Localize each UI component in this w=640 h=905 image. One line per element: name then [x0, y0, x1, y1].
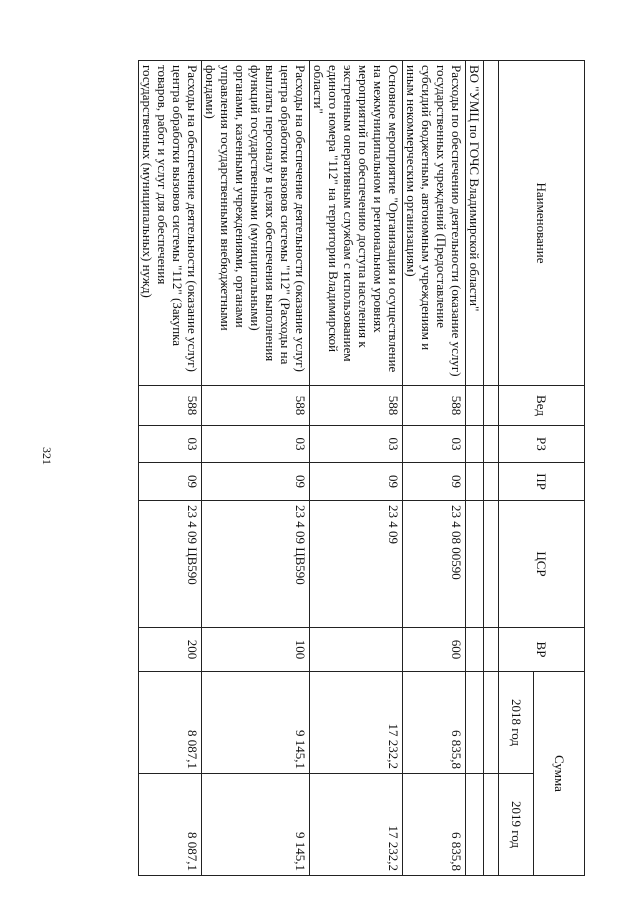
- header-pr: ПР: [499, 463, 585, 501]
- row-pr: [466, 463, 484, 501]
- row-ved: 588: [403, 386, 466, 426]
- row-rz: 03: [310, 426, 403, 463]
- row-vr: [466, 628, 484, 672]
- spacer-cell: [484, 61, 499, 386]
- header-spacer-row: [484, 61, 499, 876]
- row-rz: [466, 426, 484, 463]
- row-vr: 200: [139, 628, 202, 672]
- header-vr: ВР: [499, 628, 585, 672]
- table-row: [310, 61, 403, 876]
- spacer-cell: [484, 672, 499, 774]
- spacer-cell: [484, 628, 499, 672]
- row-name: Расходы на обеспечение деятельности (оказание услуг) центра обработки вызовов системы "112" (Закупка товаров, работ и услуг для обеспечения государственных (муниципальных) нужд): [139, 61, 202, 386]
- table-row: [202, 61, 310, 876]
- row-csr: [466, 501, 484, 628]
- header-rz: РЗ: [499, 426, 585, 463]
- row-ved: 588: [310, 386, 403, 426]
- row-sum-2018: 8 087,1: [139, 672, 202, 774]
- rotated-page: [140, 60, 585, 875]
- row-sum-2018: 6 835,8: [403, 672, 466, 774]
- row-rz: 03: [403, 426, 466, 463]
- row-rz: 03: [139, 426, 202, 463]
- table-row: [466, 61, 484, 876]
- spacer-cell: [484, 386, 499, 426]
- header-csr: ЦСР: [499, 501, 585, 628]
- row-csr: 23 4 09 ЦВ590: [202, 501, 310, 628]
- row-pr: 09: [139, 463, 202, 501]
- row-sum-2018: 17 232,2: [310, 672, 403, 774]
- header-year-2018: 2018 год: [499, 672, 534, 774]
- budget-table: [138, 60, 585, 876]
- row-csr: 23 4 09: [310, 501, 403, 628]
- row-vr: [310, 628, 403, 672]
- row-sum-2019: 8 087,1: [139, 774, 202, 876]
- header-row: [534, 61, 585, 876]
- page-number: 321: [40, 447, 54, 465]
- row-ved: 588: [202, 386, 310, 426]
- row-sum-2019: [466, 774, 484, 876]
- row-pr: 09: [310, 463, 403, 501]
- spacer-cell: [484, 774, 499, 876]
- row-sum-2019: 6 835,8: [403, 774, 466, 876]
- row-name: Основное мероприятие "Организация и осуществление на межмуниципальном и региональном уровнях мероприятий по обеспечению доступа населения к экстренным оперативным службам с использованием единого номера "112" на территории Владимирской области": [310, 61, 403, 386]
- row-vr: 100: [202, 628, 310, 672]
- row-rz: 03: [202, 426, 310, 463]
- row-ved: [466, 386, 484, 426]
- row-vr: 600: [403, 628, 466, 672]
- header-sum: Сумма: [534, 672, 585, 876]
- row-sum-2019: 9 145,1: [202, 774, 310, 876]
- row-name: ВО "УМЦ по ГОЧС Владимирской области": [466, 61, 484, 386]
- row-csr: 23 4 08 00590: [403, 501, 466, 628]
- header-ved: Вед: [499, 386, 585, 426]
- row-csr: 23 4 09 ЦВ590: [139, 501, 202, 628]
- row-ved: 588: [139, 386, 202, 426]
- row-pr: 09: [202, 463, 310, 501]
- header-name: Наименование: [499, 61, 585, 386]
- row-sum-2018: [466, 672, 484, 774]
- spacer-cell: [484, 426, 499, 463]
- table-row: [139, 61, 202, 876]
- table-row: [403, 61, 466, 876]
- row-sum-2018: 9 145,1: [202, 672, 310, 774]
- row-sum-2019: 17 232,2: [310, 774, 403, 876]
- row-name: Расходы на обеспечение деятельности (оказание услуг) центра обработки вызовов системы "112" (Расходы на выплаты персоналу в целях обеспечения выполнения функций государственными (муниципальными) органами, казенными учреждениями, органами управления государственными внебюджетными фондами): [202, 61, 310, 386]
- spacer-cell: [484, 463, 499, 501]
- header-year-2019: 2019 год: [499, 774, 534, 876]
- row-name: Расходы по обеспечению деятельности (оказание услуг) государственных учреждений (Предоставление субсидий бюджетным, автономным учреждениям и иным некоммерческим организациям): [403, 61, 466, 386]
- row-pr: 09: [403, 463, 466, 501]
- spacer-cell: [484, 501, 499, 628]
